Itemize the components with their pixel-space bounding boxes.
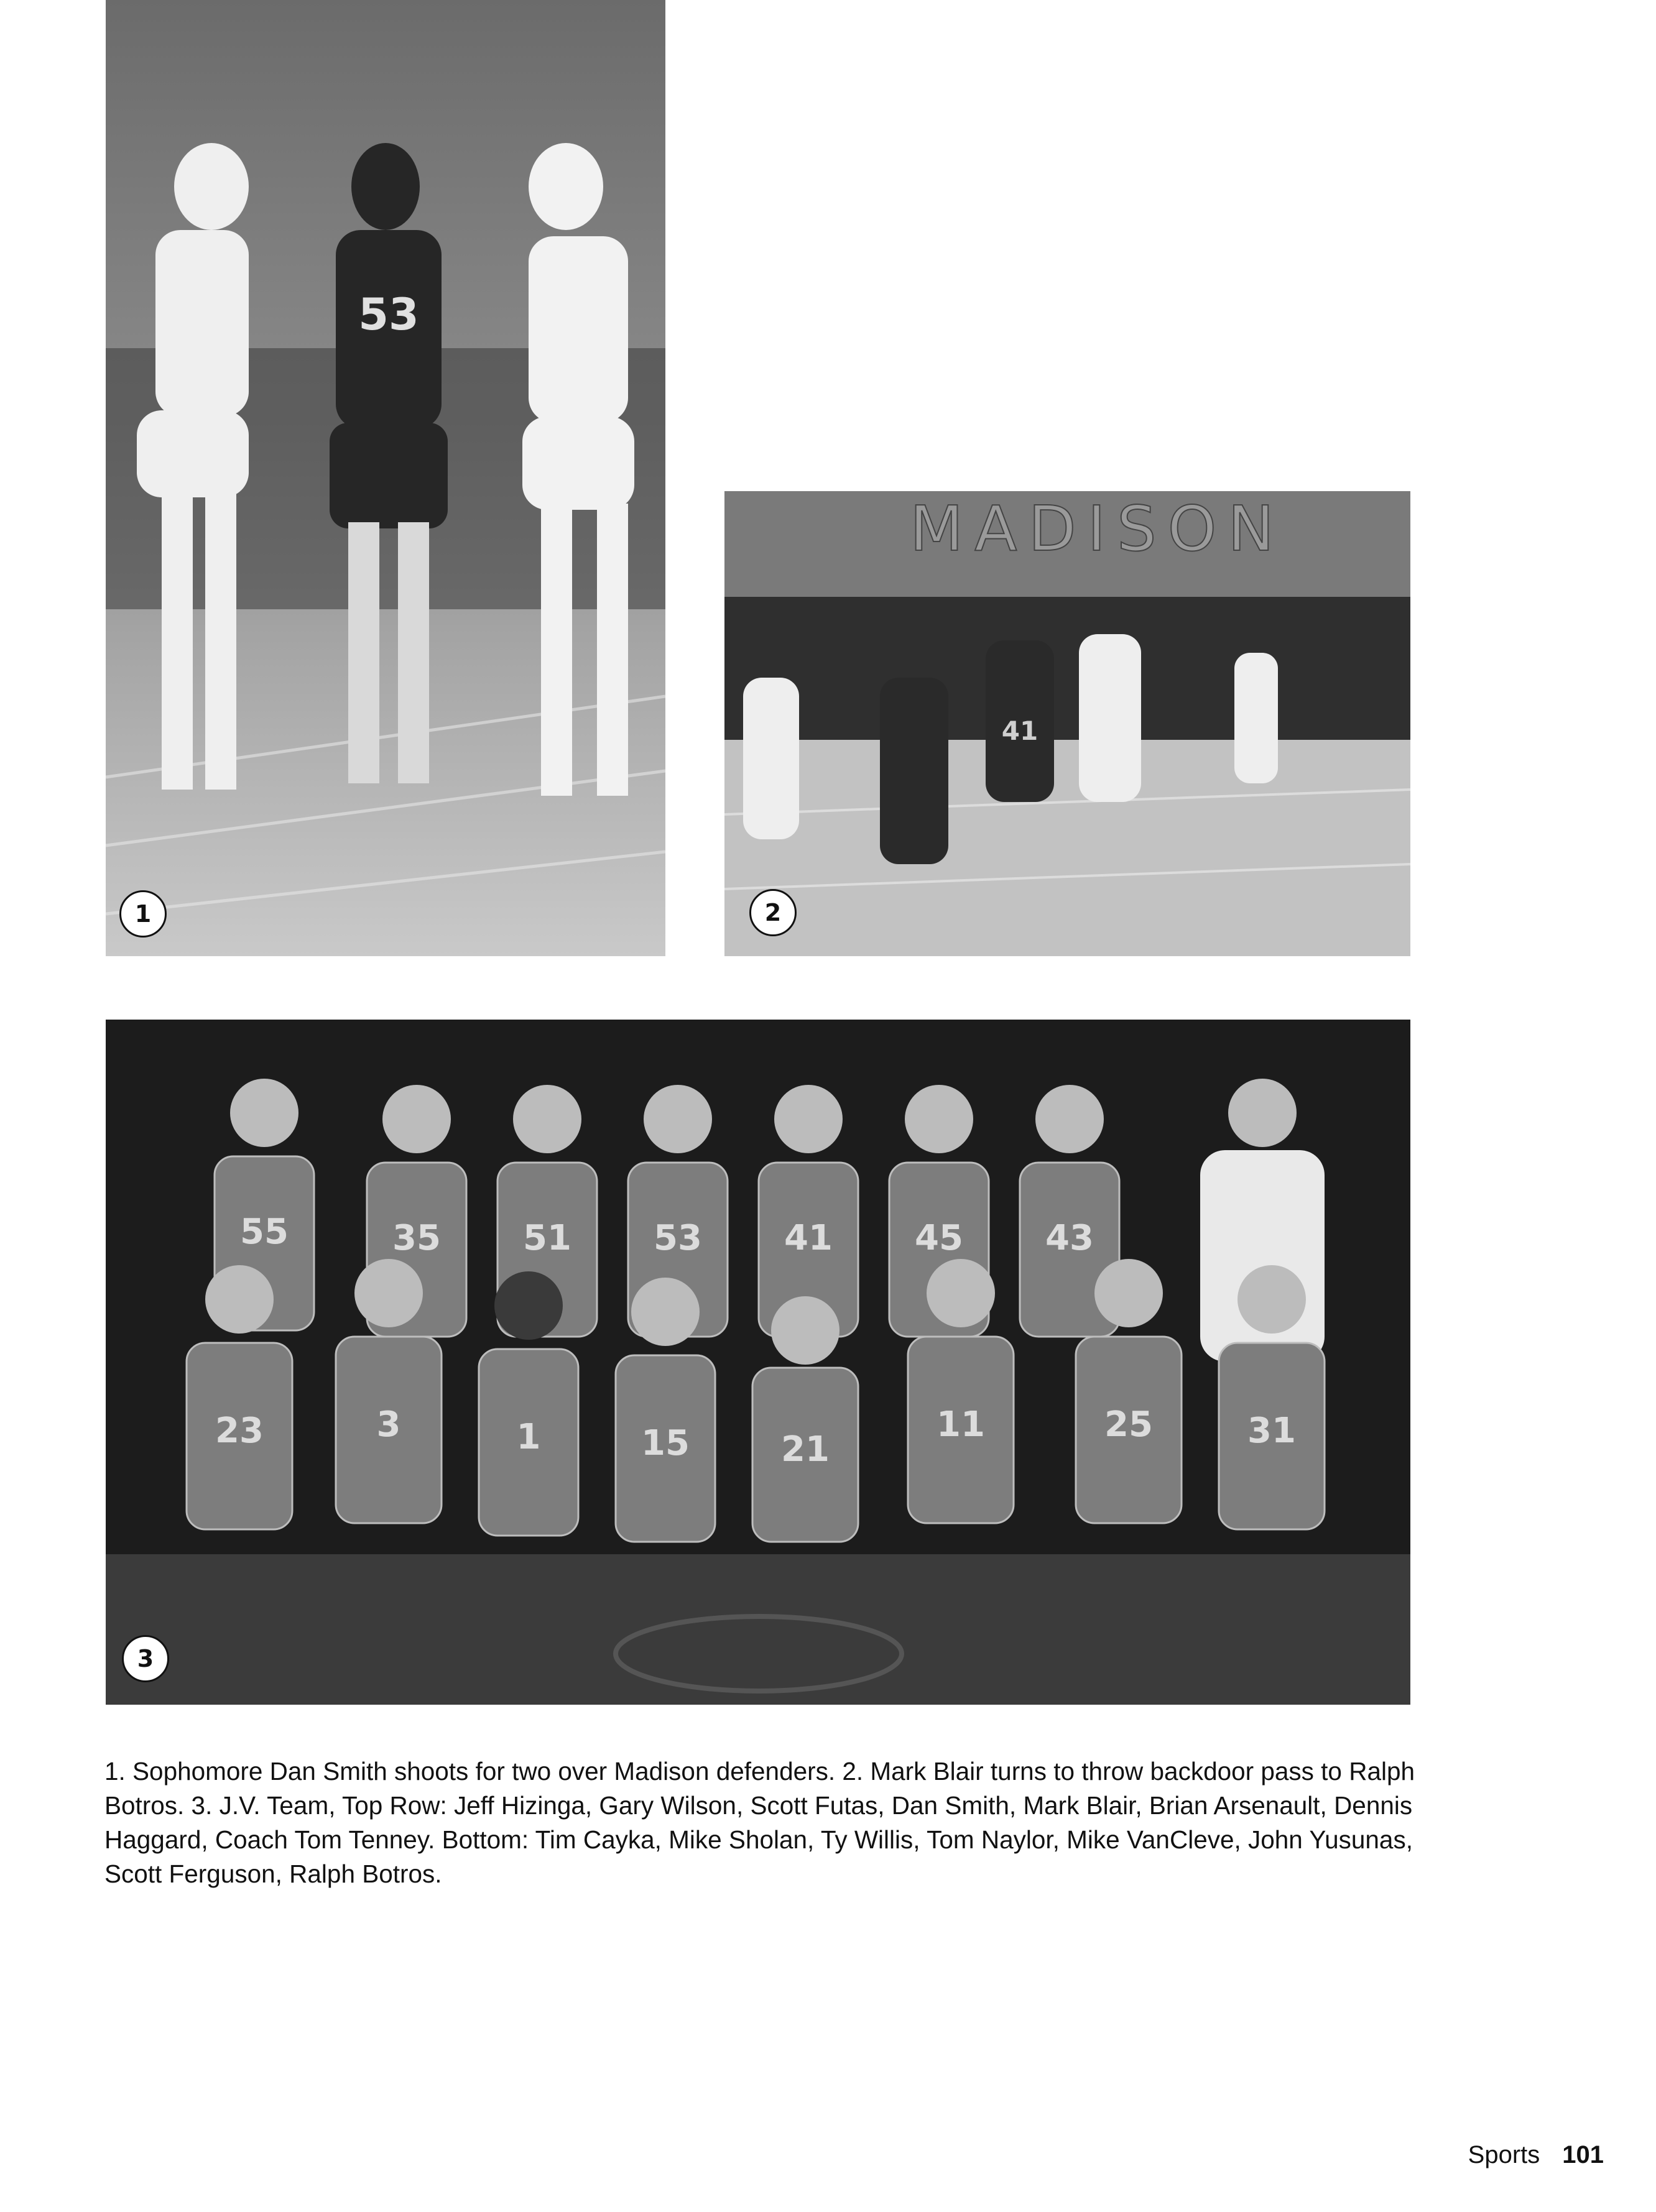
- photo-1-number-badge: 1: [119, 890, 167, 938]
- bottom-row-jersey-4: 15: [641, 1423, 690, 1463]
- photo-1-illustration: [106, 0, 665, 956]
- bottom-row-jersey-8: 31: [1247, 1411, 1296, 1451]
- bottom-row-jersey-2: 3: [376, 1404, 401, 1445]
- photo-3-jv-team: [106, 1020, 1410, 1705]
- bottom-row-jersey-3: 1: [516, 1417, 541, 1457]
- photo-3-number-badge: 3: [122, 1635, 169, 1682]
- photo-3-illustration: [106, 1020, 1410, 1705]
- bottom-row-jersey-1: 23: [215, 1411, 264, 1451]
- photo-2-number-badge: 2: [749, 889, 797, 936]
- top-row-jersey-2: 35: [392, 1218, 441, 1258]
- photo-2-game-action: [724, 491, 1410, 956]
- bottom-row-jersey-7: 25: [1104, 1404, 1153, 1445]
- photo-2-madison-banner: MADISON: [909, 492, 1286, 565]
- top-row-jersey-5: 41: [784, 1218, 833, 1258]
- bottom-row-jersey-5: 21: [781, 1429, 830, 1470]
- photo-2-illustration: [724, 491, 1410, 956]
- photo-2-jersey-number: 41: [1001, 716, 1038, 746]
- photo-caption: 1. Sophomore Dan Smith shoots for two over Madison defenders. 2. Mark Blair turns to throw backdoor pass to Ralph Botros. 3. J.V. Team, Top Row: Jeff Hizinga, Gary Wilson, Scott Futas, Dan Smith, Mark Blair, Brian Arsenault, Dennis Haggard, Coach Tom Tenney. Bottom: Tim Cayka, Mike Sholan, Ty Willis, Tom Naylor, Mike VanCleve, John Yusunas, Scott Ferguson, Ralph Botros.: [104, 1757, 1415, 1888]
- photo-1-basketball-shot: [106, 0, 665, 956]
- photo-1-jersey-number: 53: [358, 289, 419, 340]
- top-row-jersey-7: 43: [1045, 1218, 1094, 1258]
- top-row-jersey-6: 45: [915, 1218, 963, 1258]
- top-row-jersey-3: 51: [523, 1218, 571, 1258]
- page-number: 101: [1562, 2141, 1604, 2168]
- bottom-row-jersey-6: 11: [937, 1404, 985, 1445]
- footer-section: Sports: [1468, 2141, 1540, 2168]
- top-row-jersey-1: 55: [240, 1212, 289, 1252]
- page-footer: [1468, 2141, 1604, 2169]
- top-row-jersey-4: 53: [654, 1218, 702, 1258]
